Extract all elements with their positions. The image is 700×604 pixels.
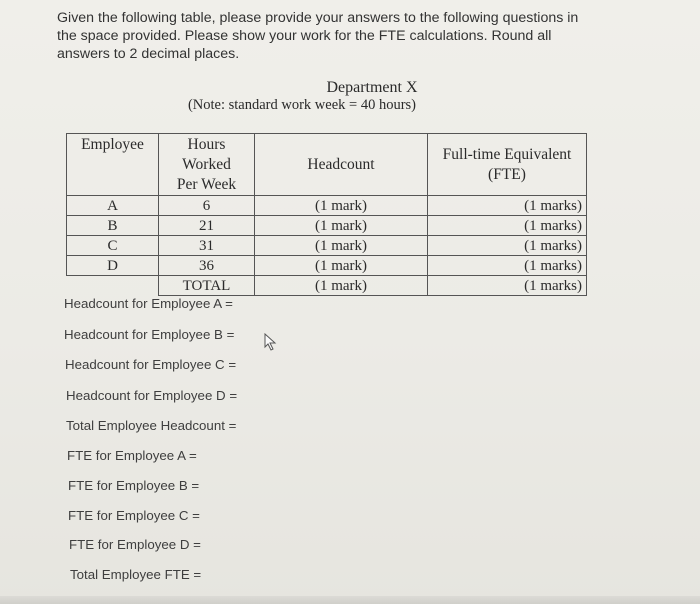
cell-headcount[interactable]: (1 mark) (255, 196, 428, 216)
cell-hours: 31 (159, 236, 255, 256)
question-headcount-a: Headcount for Employee A = (64, 296, 233, 311)
cell-fte[interactable]: (1 marks) (428, 216, 587, 236)
question-total-fte: Total Employee FTE = (70, 567, 202, 582)
question-headcount-c: Headcount for Employee C = (65, 357, 237, 372)
cell-employee: D (67, 256, 159, 276)
header-hours: Hours Worked Per Week (159, 134, 255, 196)
cell-employee: B (67, 216, 159, 236)
cell-hours: 21 (159, 216, 255, 236)
question-fte-b: FTE for Employee B = (68, 478, 200, 493)
cell-employee: A (67, 196, 159, 216)
instructions-text: Given the following table, please provide your answers to the following questions in the space provided. Please show your work for the FTE calculations. Round all answers to 2 decimal places. (57, 10, 579, 62)
mouse-cursor-icon (263, 333, 279, 356)
question-headcount-b: Headcount for Employee B = (64, 327, 235, 342)
header-headcount: Headcount (255, 134, 428, 196)
cell-fte[interactable]: (1 marks) (428, 256, 587, 276)
cell-total-label: TOTAL (159, 276, 255, 296)
cell-fte[interactable]: (1 marks) (428, 236, 587, 256)
question-fte-d: FTE for Employee D = (69, 537, 201, 552)
department-note: (Note: standard work week = 40 hours) (187, 97, 417, 113)
cell-headcount[interactable]: (1 mark) (255, 236, 428, 256)
question-fte-a: FTE for Employee A = (67, 448, 197, 463)
header-employee: Employee (67, 134, 159, 196)
department-title: Department X (326, 79, 418, 96)
cell-total-headcount[interactable]: (1 mark) (255, 276, 428, 296)
page-edge (0, 596, 700, 604)
cell-hours: 36 (159, 256, 255, 276)
cell-hours: 6 (159, 196, 255, 216)
header-fte: Full-time Equivalent (FTE) (428, 134, 587, 196)
cell-employee: C (67, 236, 159, 256)
cell-fte[interactable]: (1 marks) (428, 196, 587, 216)
question-total-headcount: Total Employee Headcount = (66, 418, 237, 433)
cell-total-fte[interactable]: (1 marks) (428, 276, 587, 296)
cell-headcount[interactable]: (1 mark) (255, 216, 428, 236)
question-headcount-d: Headcount for Employee D = (66, 388, 238, 403)
question-fte-c: FTE for Employee C = (68, 508, 200, 523)
cell-headcount[interactable]: (1 mark) (255, 256, 428, 276)
